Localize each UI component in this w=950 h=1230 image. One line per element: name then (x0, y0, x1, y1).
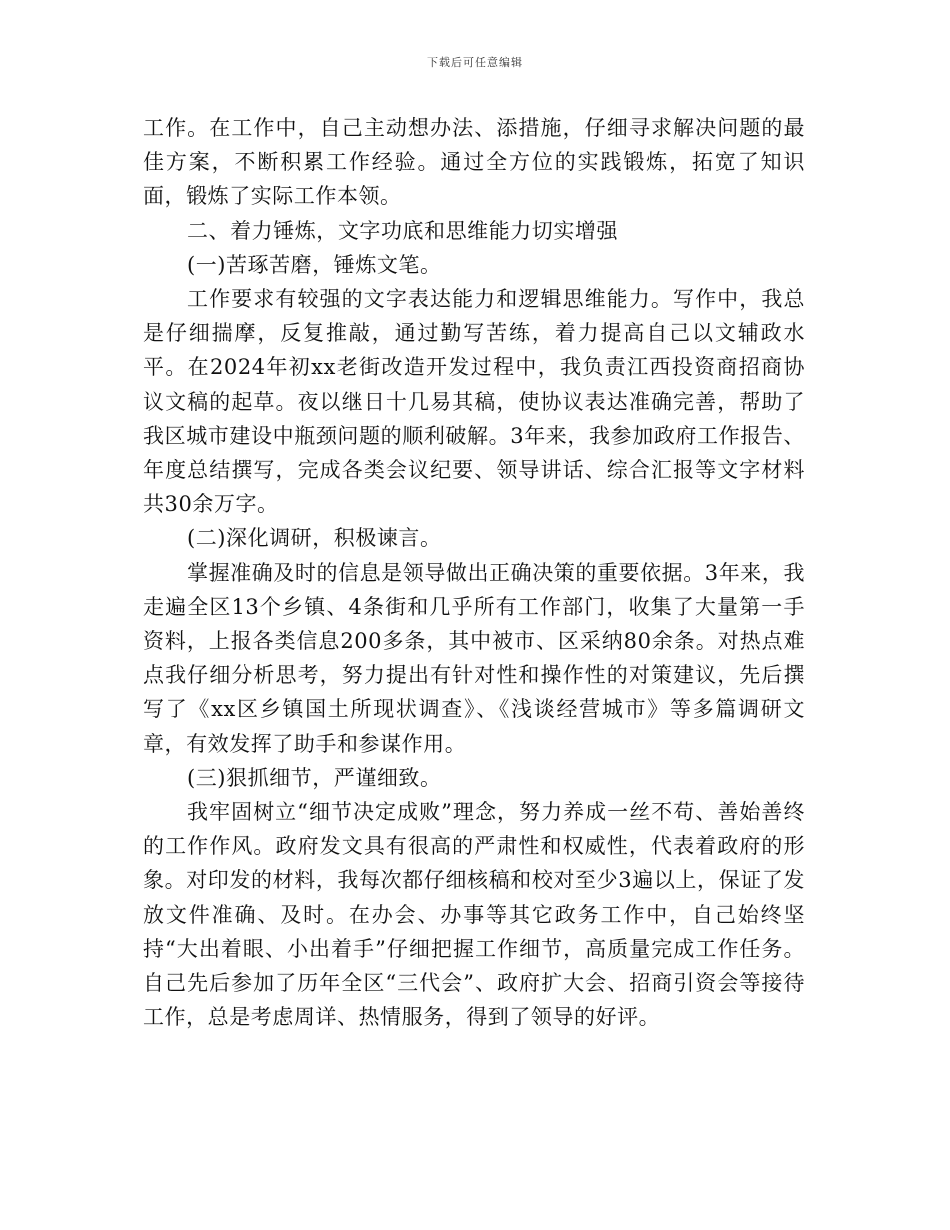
paragraph-research: 掌握准确及时的信息是领导做出正确决策的重要依据。3年来，我走遍全区13个乡镇、4条街和几乎所有工作部门，收集了大量第一手资料，上报各类信息200多条，其中被市、区采纳80余条。对热点难点我仔细分析思考，努力提出有针对性和操作性的对策建议，先后撰写了《xx区乡镇国土所现状调查》、《浅谈经营城市》等多篇调研文章，有效发挥了助手和参谋作用。 (143, 560, 805, 756)
paragraph-details: 我牢固树立“细节决定成败”理念，努力养成一丝不苟、善始善终的工作作风。政府发文具有很高的严肃性和权威性，代表着政府的形象。对印发的材料，我每次都仔细核稿和校对至少3遍以上，保证了发放文件准确、及时。在办会、办事等其它政务工作中，自己始终坚持“大出着眼、小出着手”仔细把握工作细节，高质量完成工作任务。自己先后参加了历年全区“三代会”、政府扩大会、招商引资会等接待工作，总是考虑周详、热情服务，得到了领导的好评。 (143, 800, 805, 1030)
document-body (143, 111, 805, 1034)
paragraph-writing: 工作要求有较强的文字表达能力和逻辑思维能力。写作中，我总是仔细揣摩，反复推敲，通过勤写苦练，着力提高自己以文辅政水平。在2024年初xx老街改造开发过程中，我负责江西投资商招商协议文稿的起草。夜以继日十几易其稿，使协议表达准确完善，帮助了我区城市建设中瓶颈问题的顺利破解。3年来，我参加政府工作报告、年度总结撰写，完成各类会议纪要、领导讲话、综合汇报等文字材料共30余万字。 (143, 287, 805, 517)
section-heading-2: 二、着力锤炼，文字功底和思维能力切实增强 (187, 218, 618, 243)
subheading-1: (一)苦琢苦磨，锤炼文笔。 (187, 252, 442, 277)
paragraph-continuation: 工作。在工作中，自己主动想办法、添措施，仔细寻求解决问题的最佳方案，不断积累工作经验。通过全方位的实践锻炼，拓宽了知识面，锻炼了实际工作本领。 (143, 116, 805, 209)
page-header: 下载后可任意编辑 (427, 56, 523, 69)
subheading-3: (三)狠抓细节，严谨细致。 (187, 765, 442, 790)
subheading-2: (二)深化调研，积极谏言。 (187, 526, 442, 551)
